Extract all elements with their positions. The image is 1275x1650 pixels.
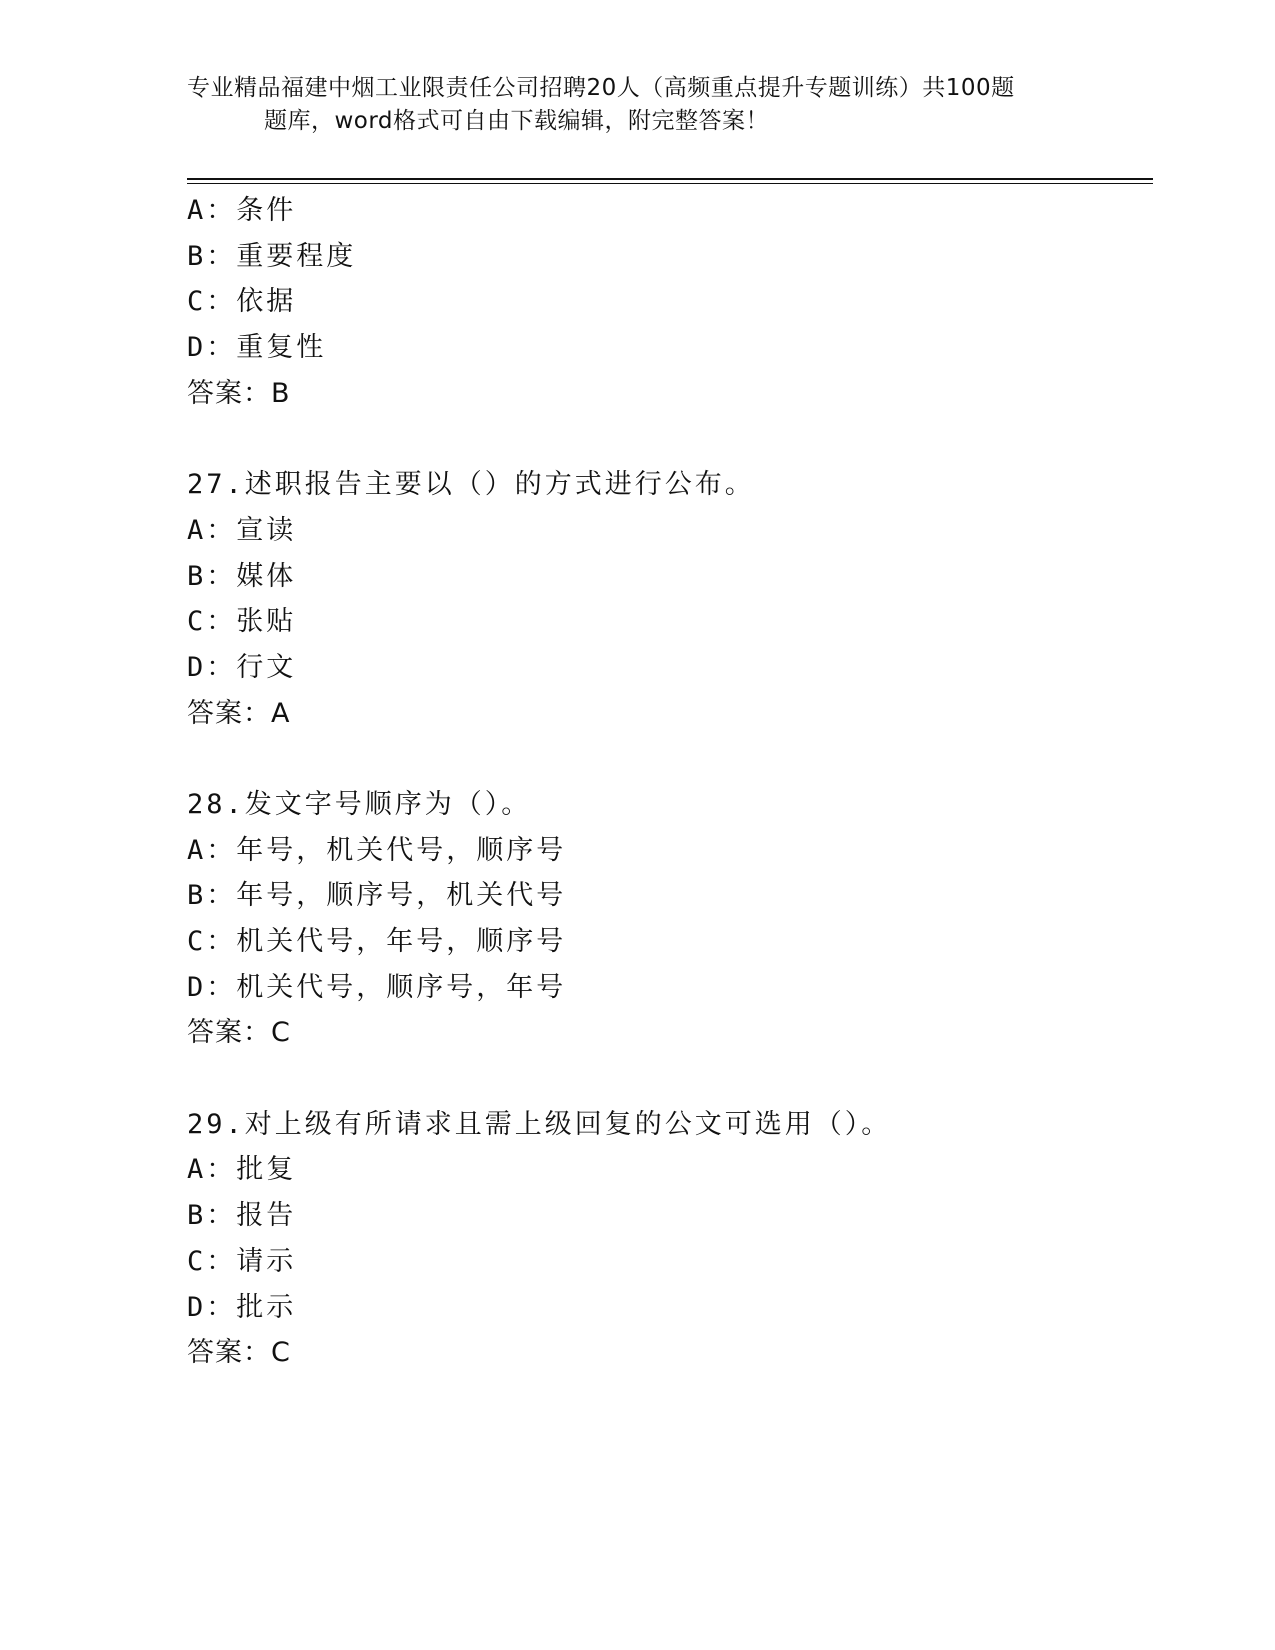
spacer <box>187 736 1147 782</box>
header-rule-thin <box>187 183 1153 184</box>
q29-answer: 答案：C <box>187 1337 291 1369</box>
spacer <box>187 1056 1147 1102</box>
q28-option-d: D：机关代号，顺序号，年号 <box>187 971 567 1003</box>
q27-question: 27.述职报告主要以（）的方式进行公布。 <box>187 469 755 501</box>
q27-option-d: D：行文 <box>187 651 297 683</box>
q28-answer: 答案：C <box>187 1017 291 1049</box>
question-list <box>187 188 1147 1376</box>
header-title-line-1: 专业精品福建中烟工业限责任公司招聘20人（高频重点提升专题训练）共100题 <box>187 75 1015 101</box>
q29-option-b: B：报告 <box>187 1200 297 1232</box>
spacer <box>187 416 1147 462</box>
q28-option-c: C：机关代号，年号，顺序号 <box>187 926 567 957</box>
q28-question: 28.发文字号顺序为（）。 <box>187 788 532 820</box>
q26-option-d: D：重复性 <box>187 332 327 364</box>
header-title-line-2: 题库，word格式可自由下载编辑，附完整答案！ <box>264 108 770 134</box>
document-header <box>187 72 1087 138</box>
q29-option-c: C：请示 <box>187 1245 297 1277</box>
header-rule-thick <box>187 178 1153 180</box>
q26-answer: 答案：B <box>187 377 291 409</box>
q28-option-b: B：年号，顺序号，机关代号 <box>187 880 567 912</box>
q27-option-c: C：张贴 <box>187 606 297 638</box>
q27-answer: 答案：A <box>187 697 291 729</box>
q27-option-a: A：宣读 <box>187 514 297 546</box>
q29-option-d: D：批示 <box>187 1291 297 1323</box>
q29-option-a: A：批复 <box>187 1154 297 1186</box>
q28-option-a: A：年号，机关代号，顺序号 <box>187 834 567 866</box>
q27-option-b: B：媒体 <box>187 560 297 592</box>
q29-question: 29.对上级有所请求且需上级回复的公文可选用（）。 <box>187 1108 892 1140</box>
q26-option-a: A：条件 <box>187 195 297 226</box>
q26-option-b: B：重要程度 <box>187 240 357 272</box>
q26-option-c: C：依据 <box>187 286 297 318</box>
